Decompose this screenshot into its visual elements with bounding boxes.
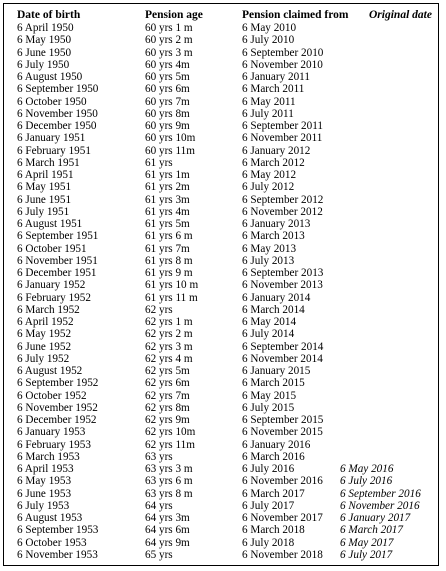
- date-of-birth-cell: 6 July 1950: [17, 58, 70, 71]
- pension-age-cell: 62 yrs 1 m: [145, 316, 193, 328]
- pension-claimed-from-cell: 6 November 2012: [242, 205, 323, 218]
- date-of-birth-cell: 6 January 1952: [17, 279, 86, 292]
- table-row: [0, 377, 446, 389]
- date-of-birth-cell: 6 March 1953: [17, 450, 80, 463]
- pension-claimed-from-cell: 6 November 2016: [242, 475, 323, 488]
- pension-age-cell: 61 yrs 9 m: [145, 267, 193, 279]
- table-row: [0, 279, 446, 291]
- table-row: [0, 243, 446, 255]
- original-date-cell: 6 July 2017: [340, 548, 393, 561]
- table-row: [0, 328, 446, 340]
- date-of-birth-cell: 6 February 1952: [17, 291, 91, 304]
- table-row: [0, 22, 446, 34]
- date-of-birth-cell: 6 November 1953: [17, 548, 98, 561]
- date-of-birth-cell: 6 May 1952: [17, 328, 72, 341]
- date-of-birth-cell: 6 January 1951: [17, 132, 86, 145]
- pension-claimed-from-cell: 6 January 2016: [242, 438, 311, 451]
- date-of-birth-cell: 6 June 1951: [17, 193, 72, 206]
- pension-age-cell: 63 yrs 8 m: [145, 487, 193, 500]
- pension-claimed-from-cell: 6 July 2012: [242, 181, 295, 194]
- pension-claimed-from-cell: 6 November 2018: [242, 548, 323, 561]
- table-row: [0, 108, 446, 120]
- pension-age-cell: 64 yrs 3m: [145, 512, 190, 524]
- original-date-cell: 6 May 2016: [340, 463, 394, 475]
- pension-claimed-from-cell: 6 September 2015: [242, 414, 324, 426]
- pension-age-cell: 61 yrs 1m: [145, 169, 190, 181]
- pension-age-cell: 61 yrs 10 m: [145, 279, 199, 292]
- table-header: [0, 8, 446, 22]
- table-row: [0, 292, 446, 304]
- pension-age-cell: 63 yrs: [145, 450, 173, 463]
- pension-age-cell: 63 yrs 6 m: [145, 475, 193, 488]
- pension-age-cell: 61 yrs 7m: [145, 242, 190, 255]
- pension-age-cell: 62 yrs 8m: [145, 401, 190, 414]
- table-row: [0, 218, 446, 230]
- pension-age-cell: 62 yrs 10m: [145, 426, 196, 439]
- date-of-birth-cell: 6 January 1953: [17, 426, 86, 439]
- date-of-birth-cell: 6 November 1950: [17, 107, 98, 120]
- table-row: [0, 230, 446, 242]
- table-row: [0, 267, 446, 279]
- table-row: [0, 47, 446, 59]
- pension-claimed-from-cell: 6 January 2014: [242, 291, 311, 304]
- pension-age-cell: 64 yrs 9m: [145, 536, 190, 549]
- table-row: [0, 365, 446, 377]
- pension-claimed-from-cell: 6 July 2014: [242, 328, 295, 341]
- table-row: [0, 549, 446, 561]
- table-row: [0, 426, 446, 438]
- pension-age-cell: 60 yrs 5m: [145, 71, 190, 83]
- table-row: [0, 34, 446, 46]
- date-of-birth-cell: 6 June 1950: [17, 46, 72, 59]
- pension-age-cell: 62 yrs 5m: [145, 365, 190, 377]
- pension-claimed-from-cell: 6 September 2011: [242, 120, 323, 132]
- pension-claimed-from-cell: 6 March 2012: [242, 156, 305, 169]
- pension-age-cell: 65 yrs: [145, 548, 173, 561]
- table-row: [0, 59, 446, 71]
- table-body: [0, 22, 446, 561]
- pension-claimed-from-cell: 6 September 2014: [242, 340, 324, 353]
- date-of-birth-cell: 6 August 1953: [17, 512, 83, 524]
- pension-claimed-from-cell: 6 November 2013: [242, 279, 323, 292]
- pension-age-cell: 60 yrs 4m: [145, 58, 190, 71]
- pension-claimed-from-cell: 6 May 2014: [242, 316, 297, 328]
- pension-age-cell: 62 yrs 6m: [145, 377, 190, 390]
- pension-age-cell: 61 yrs 5m: [145, 218, 190, 230]
- date-of-birth-cell: 6 April 1951: [17, 169, 74, 181]
- pension-claimed-from-cell: 6 July 2017: [242, 499, 295, 512]
- pension-claimed-from-cell: 6 May 2012: [242, 169, 297, 181]
- table-row: [0, 194, 446, 206]
- date-of-birth-cell: 6 September 1953: [17, 524, 99, 537]
- date-of-birth-cell: 6 April 1952: [17, 316, 74, 328]
- table-row: [0, 414, 446, 426]
- date-of-birth-cell: 6 December 1952: [17, 414, 97, 426]
- table-row: [0, 475, 446, 487]
- date-of-birth-cell: 6 April 1953: [17, 463, 74, 475]
- pension-claimed-from-cell: 6 November 2015: [242, 426, 323, 439]
- date-of-birth-cell: 6 August 1952: [17, 365, 83, 377]
- date-of-birth-cell: 6 October 1950: [17, 95, 87, 108]
- pension-age-cell: 64 yrs: [145, 499, 173, 512]
- date-of-birth-cell: 6 February 1951: [17, 144, 91, 157]
- pension-age-cell: 62 yrs 9m: [145, 414, 190, 426]
- original-date-cell: 6 September 2016: [340, 487, 421, 500]
- pension-age-cell: 62 yrs 2 m: [145, 328, 193, 341]
- date-of-birth-cell: 6 May 1951: [17, 181, 72, 194]
- date-of-birth-cell: 6 June 1952: [17, 340, 72, 353]
- header-pension-age: Pension age: [145, 9, 203, 21]
- date-of-birth-cell: 6 November 1952: [17, 401, 98, 414]
- header-pension-claimed-from: Pension claimed from: [242, 9, 349, 21]
- table-row: [0, 304, 446, 316]
- header-date-of-birth: Date of birth: [17, 9, 81, 21]
- pension-claimed-from-cell: 6 July 2010: [242, 34, 295, 47]
- date-of-birth-cell: 6 February 1953: [17, 438, 91, 451]
- table-row: [0, 353, 446, 365]
- pension-age-cell: 60 yrs 8m: [145, 107, 190, 120]
- date-of-birth-cell: 6 October 1952: [17, 389, 87, 402]
- pension-claimed-from-cell: 6 July 2011: [242, 107, 294, 120]
- original-date-cell: 6 March 2017: [340, 524, 403, 537]
- date-of-birth-cell: 6 May 1953: [17, 475, 72, 488]
- table-row: [0, 341, 446, 353]
- table-row: [0, 537, 446, 549]
- table-row: [0, 71, 446, 83]
- date-of-birth-cell: 6 May 1950: [17, 34, 72, 47]
- pension-claimed-from-cell: 6 May 2010: [242, 22, 297, 34]
- table-row: [0, 120, 446, 132]
- pension-claimed-from-cell: 6 July 2013: [242, 254, 295, 267]
- table-row: [0, 488, 446, 500]
- pension-age-cell: 63 yrs 3 m: [145, 463, 193, 475]
- pension-claimed-from-cell: 6 May 2011: [242, 95, 296, 108]
- date-of-birth-cell: 6 December 1951: [17, 267, 97, 279]
- pension-claimed-from-cell: 6 September 2012: [242, 193, 324, 206]
- table-row: [0, 390, 446, 402]
- table-row: [0, 132, 446, 144]
- pension-claimed-from-cell: 6 November 2017: [242, 512, 323, 524]
- pension-claimed-from-cell: 6 March 2013: [242, 230, 305, 243]
- pension-age-cell: 60 yrs 1 m: [145, 22, 193, 34]
- pension-claimed-from-cell: 6 March 2018: [242, 524, 305, 537]
- date-of-birth-cell: 6 July 1951: [17, 205, 70, 218]
- pension-age-cell: 60 yrs 3 m: [145, 46, 193, 59]
- pension-claimed-from-cell: 6 November 2014: [242, 352, 323, 365]
- pension-age-cell: 61 yrs 6 m: [145, 230, 193, 243]
- pension-age-cell: 61 yrs 4m: [145, 205, 190, 218]
- pension-claimed-from-cell: 6 January 2013: [242, 218, 311, 230]
- table-row: [0, 463, 446, 475]
- pension-age-cell: 61 yrs 2m: [145, 181, 190, 194]
- pension-age-cell: 60 yrs 2 m: [145, 34, 193, 47]
- pension-claimed-from-cell: 6 September 2010: [242, 46, 324, 59]
- table-row: [0, 451, 446, 463]
- date-of-birth-cell: 6 October 1953: [17, 536, 87, 549]
- original-date-cell: 6 July 2016: [340, 475, 393, 488]
- pension-claimed-from-cell: 6 March 2016: [242, 450, 305, 463]
- pension-claimed-from-cell: 6 March 2017: [242, 487, 305, 500]
- date-of-birth-cell: 6 July 1952: [17, 352, 70, 365]
- pension-age-cell: 60 yrs 7m: [145, 95, 190, 108]
- pension-age-cell: 61 yrs: [145, 156, 173, 169]
- date-of-birth-cell: 6 September 1950: [17, 83, 99, 96]
- date-of-birth-cell: 6 June 1953: [17, 487, 72, 500]
- pension-age-cell: 62 yrs 4 m: [145, 352, 193, 365]
- date-of-birth-cell: 6 August 1951: [17, 218, 83, 230]
- header-original-date: Original date: [369, 9, 432, 21]
- date-of-birth-cell: 6 July 1953: [17, 499, 70, 512]
- pension-age-cell: 62 yrs 3 m: [145, 340, 193, 353]
- table-row: [0, 316, 446, 328]
- pension-age-cell: 61 yrs 11 m: [145, 291, 198, 304]
- pension-claimed-from-cell: 6 January 2012: [242, 144, 311, 157]
- pension-claimed-from-cell: 6 November 2010: [242, 58, 323, 71]
- pension-age-cell: 62 yrs 11m: [145, 438, 195, 451]
- original-date-cell: 6 November 2016: [340, 499, 420, 512]
- date-of-birth-cell: 6 October 1951: [17, 242, 87, 255]
- table-row: [0, 181, 446, 193]
- date-of-birth-cell: 6 September 1951: [17, 230, 99, 243]
- pension-claimed-from-cell: 6 March 2014: [242, 303, 305, 316]
- table-row: [0, 255, 446, 267]
- date-of-birth-cell: 6 November 1951: [17, 254, 98, 267]
- pension-claimed-from-cell: 6 November 2011: [242, 132, 323, 145]
- pension-age-cell: 62 yrs 7m: [145, 389, 190, 402]
- table-row: [0, 96, 446, 108]
- pension-claimed-from-cell: 6 January 2011: [242, 71, 310, 83]
- pension-claimed-from-cell: 6 March 2015: [242, 377, 305, 390]
- date-of-birth-cell: 6 August 1950: [17, 71, 83, 83]
- table-row: [0, 500, 446, 512]
- pension-claimed-from-cell: 6 July 2015: [242, 401, 295, 414]
- table-row: [0, 524, 446, 536]
- date-of-birth-cell: 6 March 1952: [17, 303, 80, 316]
- table-row: [0, 512, 446, 524]
- original-date-cell: 6 May 2017: [340, 536, 394, 549]
- pension-age-cell: 60 yrs 11m: [145, 144, 195, 157]
- pension-claimed-from-cell: 6 January 2015: [242, 365, 311, 377]
- pension-age-cell: 60 yrs 6m: [145, 83, 190, 96]
- date-of-birth-cell: 6 September 1952: [17, 377, 99, 390]
- pension-age-cell: 61 yrs 8 m: [145, 254, 193, 267]
- original-date-cell: 6 January 2017: [340, 512, 411, 524]
- pension-claimed-from-cell: 6 September 2013: [242, 267, 324, 279]
- pension-age-cell: 64 yrs 6m: [145, 524, 190, 537]
- pension-age-cell: 60 yrs 10m: [145, 132, 196, 145]
- pension-claimed-from-cell: 6 March 2011: [242, 83, 305, 96]
- pension-age-cell: 62 yrs: [145, 303, 173, 316]
- table-row: [0, 206, 446, 218]
- table-row: [0, 83, 446, 95]
- pension-age-cell: 61 yrs 3m: [145, 193, 190, 206]
- table-row: [0, 157, 446, 169]
- pension-claimed-from-cell: 6 July 2016: [242, 463, 295, 475]
- pension-claimed-from-cell: 6 May 2015: [242, 389, 297, 402]
- date-of-birth-cell: 6 December 1950: [17, 120, 97, 132]
- pension-claimed-from-cell: 6 May 2013: [242, 242, 297, 255]
- pension-claimed-from-cell: 6 July 2018: [242, 536, 295, 549]
- table-row: [0, 439, 446, 451]
- date-of-birth-cell: 6 April 1950: [17, 22, 74, 34]
- table-row: [0, 169, 446, 181]
- date-of-birth-cell: 6 March 1951: [17, 156, 80, 169]
- pension-age-cell: 60 yrs 9m: [145, 120, 190, 132]
- table-row: [0, 402, 446, 414]
- table-row: [0, 145, 446, 157]
